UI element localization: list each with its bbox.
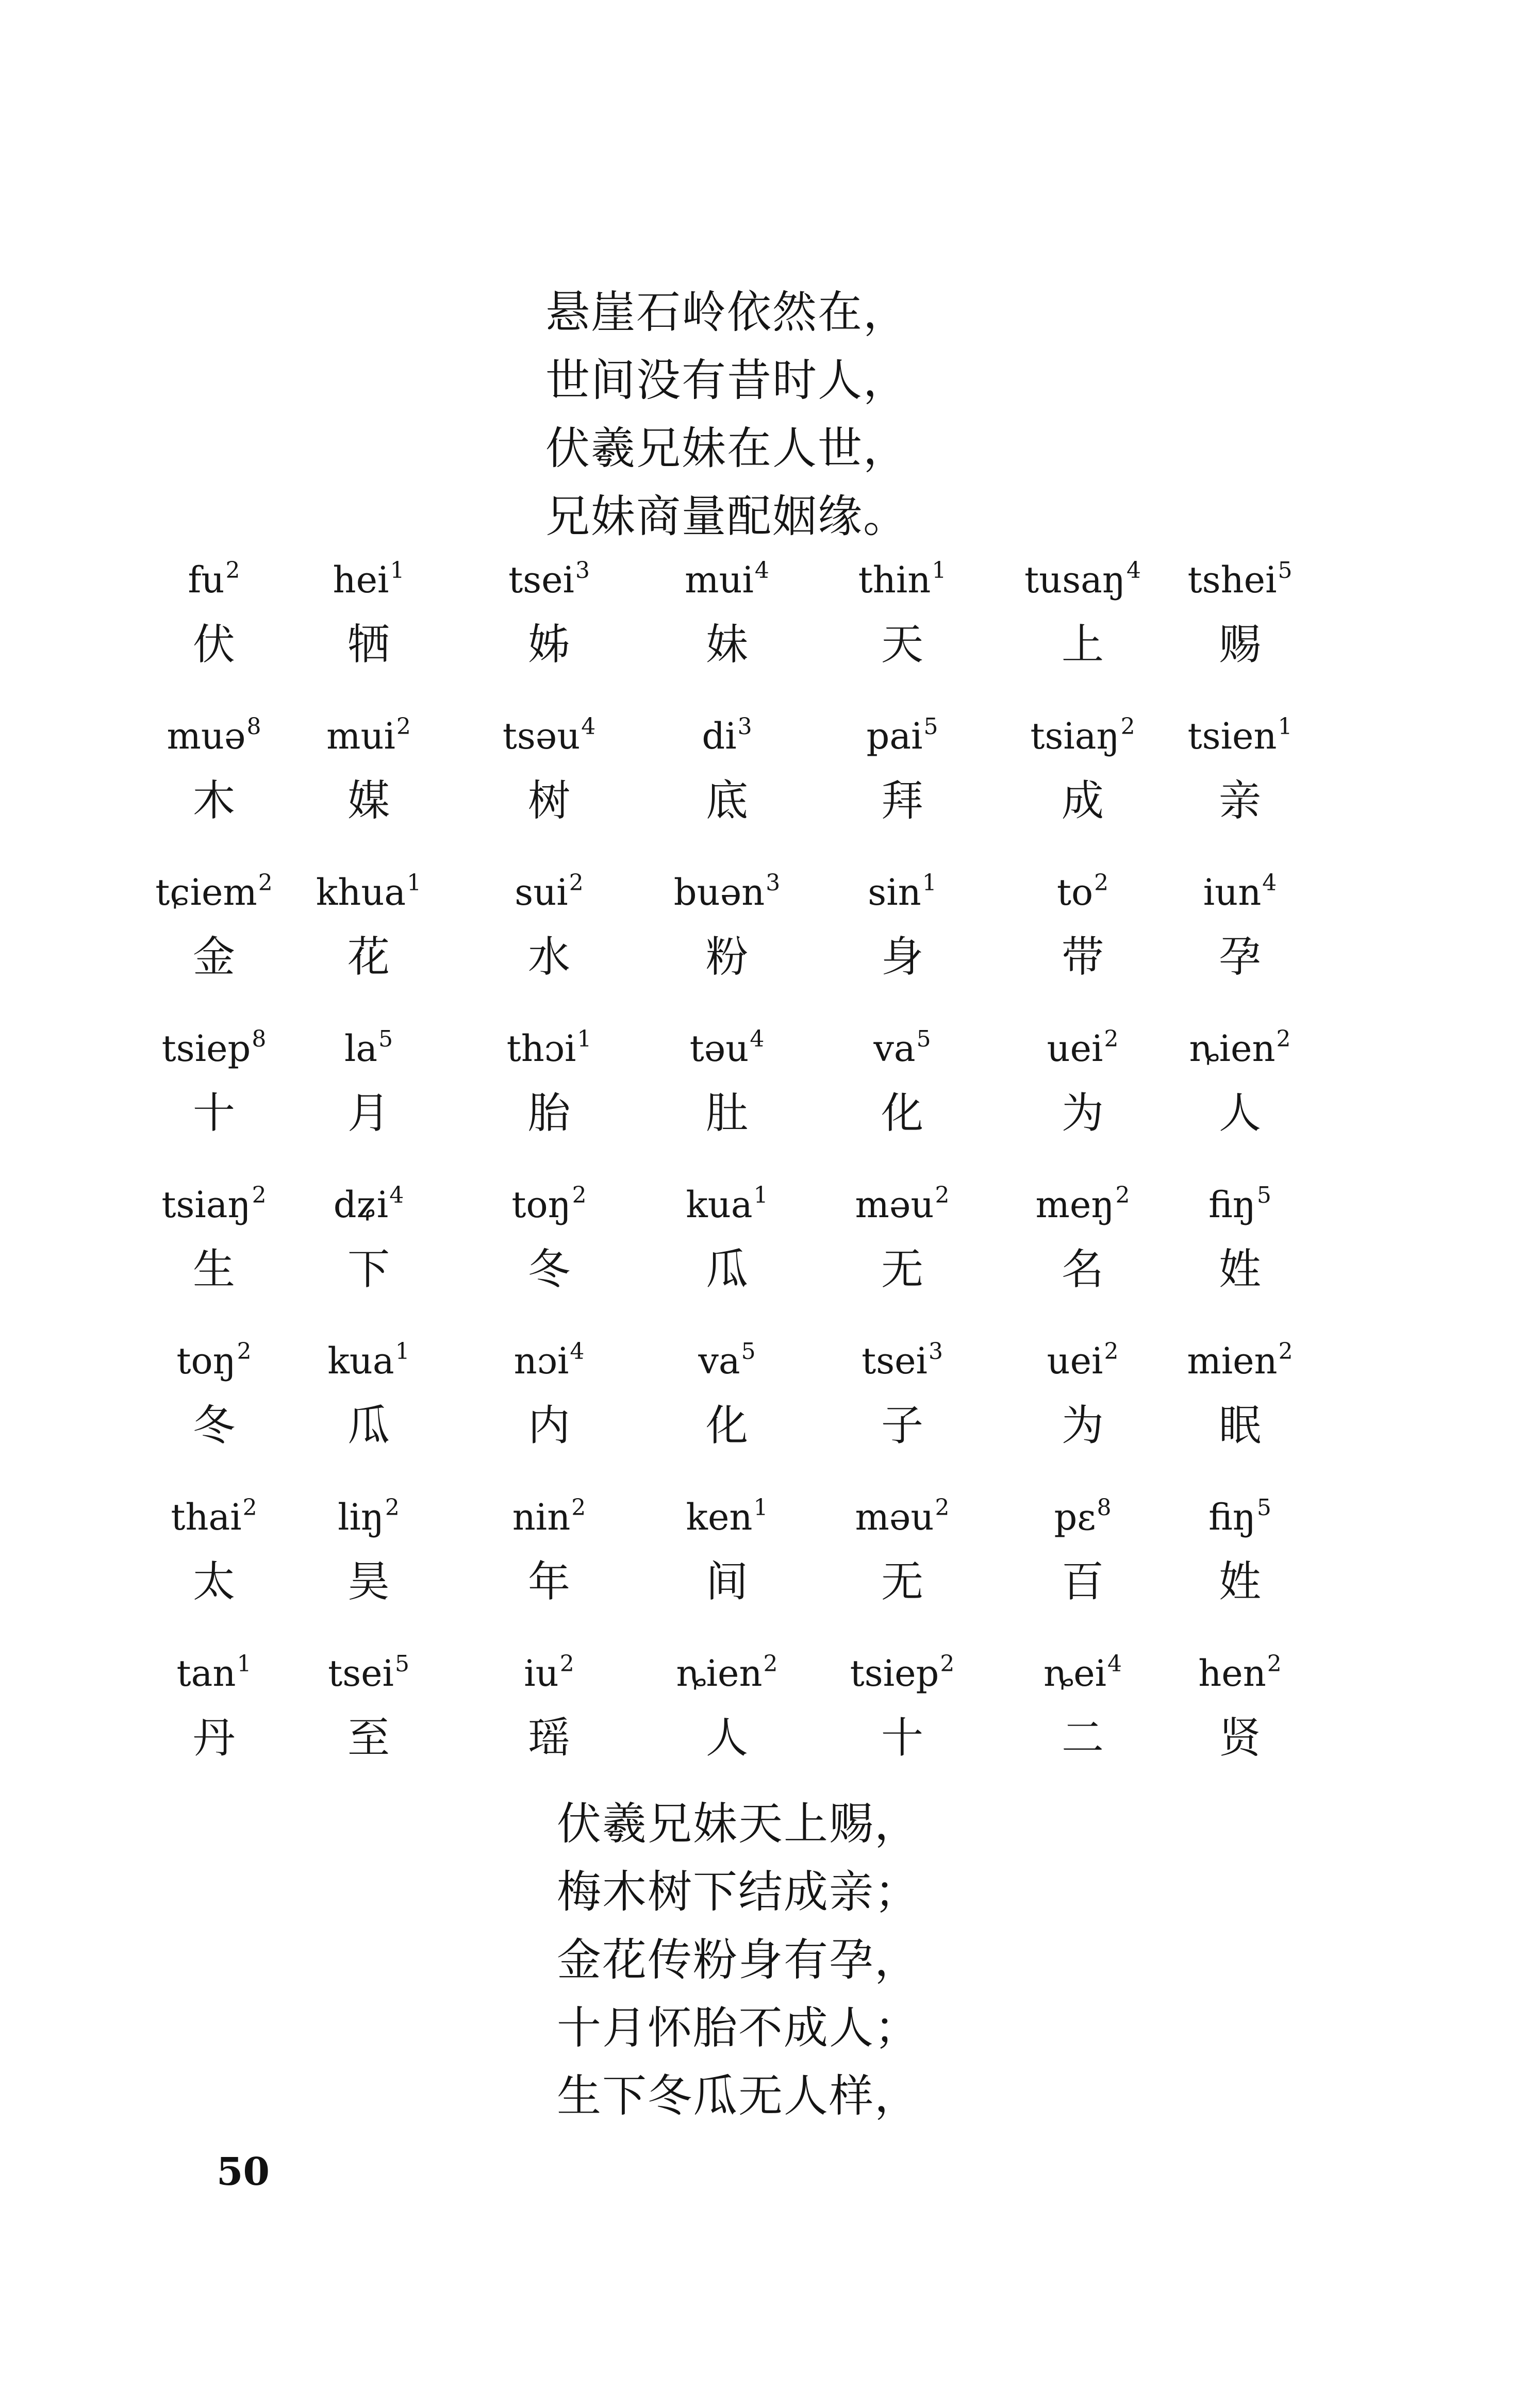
tone-number: 1 <box>237 1651 252 1677</box>
romanization: liŋ$^2$ <box>338 1495 400 1538</box>
tone-number: 4 <box>754 557 769 584</box>
poem-line: 生下冬瓜无人样， <box>557 2070 920 2122</box>
poem-line: 悬崖石岭依然在， <box>545 287 908 338</box>
romanization: pɛ$^8$ <box>1054 1495 1112 1538</box>
romanization: nɔi$^4$ <box>514 1338 585 1382</box>
romanization: thai$^2$ <box>171 1495 257 1538</box>
tone-number: 5 <box>923 713 938 740</box>
romanization: thɔi$^1$ <box>506 1026 592 1070</box>
tone-number: 8 <box>252 1026 267 1052</box>
romanization: ken$^1$ <box>686 1495 768 1538</box>
tone-number: 2 <box>1276 1026 1291 1052</box>
romanization: hei$^1$ <box>333 557 405 601</box>
hanzi: 伏 <box>192 620 235 669</box>
romanization: tusaŋ$^4$ <box>1024 557 1141 601</box>
romanization: $la^5$ <box>344 1026 393 1070</box>
tone-number: 5 <box>1256 1182 1271 1208</box>
hanzi: 至 <box>347 1714 390 1763</box>
hanzi: 化 <box>881 1089 923 1138</box>
romanization: fiŋ$^5$ <box>1208 1182 1271 1226</box>
tone-number: 4 <box>1107 1651 1122 1677</box>
romanization: iun$^4$ <box>1203 870 1277 914</box>
hanzi: 人 <box>1218 1089 1261 1138</box>
hanzi: 十 <box>192 1089 235 1138</box>
tone-number: 1 <box>1278 713 1293 740</box>
tone-number: 3 <box>737 713 752 740</box>
romanization: fiŋ$^5$ <box>1208 1495 1271 1538</box>
tone-number: 1 <box>753 1182 768 1208</box>
romanization: $va^5$ <box>698 1338 756 1382</box>
romanization: $va^5$ <box>873 1026 931 1070</box>
romanization: ȵien$^2$ <box>676 1651 778 1695</box>
tone-number: 2 <box>1115 1182 1130 1208</box>
romanization: kua$^1$ <box>327 1338 410 1382</box>
hanzi: 姊 <box>527 620 570 669</box>
romanization: nin$^2$ <box>512 1495 586 1538</box>
romanization: $\sin^1$ <box>868 870 937 914</box>
hanzi: 媒 <box>347 776 390 825</box>
poem-line: 十月怀胎不成人； <box>557 2002 920 2054</box>
tone-number: 1 <box>390 557 405 584</box>
tone-number: 3 <box>928 1338 943 1365</box>
hanzi: 间 <box>705 1557 748 1606</box>
romanization: mui$^4$ <box>685 557 769 601</box>
hanzi: 丹 <box>192 1714 235 1763</box>
hanzi: 拜 <box>881 776 923 825</box>
tone-number: 5 <box>378 1026 393 1052</box>
romanization: khua$^1$ <box>316 870 422 914</box>
hanzi: 木 <box>192 776 235 825</box>
tone-number: 2 <box>396 713 411 740</box>
tone-number: 1 <box>577 1026 592 1052</box>
romanization: $fu^2$ <box>188 557 240 601</box>
tone-number: 2 <box>258 870 273 896</box>
romanization: ȵien$^2$ <box>1189 1026 1291 1070</box>
tone-number: 2 <box>1104 1338 1119 1365</box>
tone-number: 1 <box>407 870 422 896</box>
hanzi: 瓜 <box>347 1401 390 1450</box>
hanzi: 姓 <box>1218 1245 1261 1294</box>
poem-bottom <box>557 1790 920 2130</box>
romanization: mien$^2$ <box>1187 1338 1293 1382</box>
romanization: tsei$^3$ <box>508 557 590 601</box>
tone-number: 2 <box>569 870 584 896</box>
hanzi: 成 <box>1061 776 1104 825</box>
tone-number: 2 <box>252 1182 267 1208</box>
poem-line: 梅木树下结成亲； <box>557 1866 920 1918</box>
romanization: tsiaŋ$^2$ <box>1030 713 1135 757</box>
romanization: tshei$^5$ <box>1187 557 1293 601</box>
romanization: ȵei$^4$ <box>1043 1651 1122 1695</box>
tone-number: 5 <box>1256 1495 1271 1521</box>
hanzi: 肚 <box>705 1089 748 1138</box>
poem-line: 世间没有昔时人， <box>545 355 908 406</box>
romanization: tsien$^1$ <box>1187 713 1293 757</box>
romanization: $iu^2$ <box>524 1651 574 1695</box>
hanzi: 底 <box>705 776 748 825</box>
hanzi: 昊 <box>347 1557 390 1606</box>
hanzi: 贤 <box>1218 1714 1261 1763</box>
hanzi: 生 <box>192 1245 235 1294</box>
hanzi: 内 <box>527 1401 570 1450</box>
romanization: kua$^1$ <box>686 1182 768 1226</box>
tone-number: 2 <box>225 557 240 584</box>
romanization: tɕiem$^2$ <box>155 870 273 914</box>
poem-line: 伏羲兄妹在人世， <box>545 423 908 474</box>
hanzi: 瓜 <box>705 1245 748 1294</box>
hanzi: 亲 <box>1218 776 1261 825</box>
romanization: uei$^2$ <box>1047 1026 1119 1070</box>
tone-number: 3 <box>766 870 781 896</box>
page-number: 50 <box>217 2150 270 2194</box>
romanization: tsei$^3$ <box>862 1338 943 1382</box>
tone-number: 2 <box>559 1651 574 1677</box>
hanzi: 冬 <box>527 1245 570 1294</box>
hanzi: 花 <box>347 933 390 982</box>
romanization: $\tan^1$ <box>176 1651 252 1695</box>
romanization: məu$^2$ <box>855 1495 950 1538</box>
tone-number: 2 <box>1267 1651 1282 1677</box>
hanzi: 名 <box>1061 1245 1104 1294</box>
hanzi: 子 <box>881 1401 923 1450</box>
tone-number: 2 <box>935 1182 950 1208</box>
hanzi: 牺 <box>347 620 390 669</box>
tone-number: 2 <box>1094 870 1109 896</box>
romanization: toŋ$^2$ <box>176 1338 252 1382</box>
tone-number: 4 <box>581 713 596 740</box>
tone-number: 2 <box>935 1495 950 1521</box>
poem-line: 兄妹商量配姻缘。 <box>545 491 908 542</box>
hanzi: 百 <box>1061 1557 1104 1606</box>
hanzi: 十 <box>881 1714 923 1763</box>
hanzi: 为 <box>1061 1089 1104 1138</box>
tone-number: 1 <box>395 1338 410 1365</box>
hanzi: 下 <box>347 1245 390 1294</box>
tone-number: 2 <box>1278 1338 1293 1365</box>
poem-line: 金花传粉身有孕， <box>557 1934 920 1986</box>
tone-number: 2 <box>1104 1026 1119 1052</box>
tone-number: 2 <box>242 1495 257 1521</box>
hanzi: 化 <box>705 1401 748 1450</box>
romanization: uei$^2$ <box>1047 1338 1119 1382</box>
tone-number: 4 <box>1262 870 1277 896</box>
hanzi: 眠 <box>1218 1401 1261 1450</box>
hanzi: 二 <box>1061 1714 1104 1763</box>
tone-number: 4 <box>1126 557 1141 584</box>
hanzi: 瑶 <box>527 1714 570 1763</box>
romanization: tsei$^5$ <box>328 1651 409 1695</box>
hanzi: 上 <box>1061 620 1104 669</box>
romanization: tsəu$^4$ <box>502 713 596 757</box>
tone-number: 8 <box>246 713 261 740</box>
hanzi: 人 <box>705 1714 748 1763</box>
romanization: $to^2$ <box>1056 870 1109 914</box>
tone-number: 8 <box>1097 1495 1112 1521</box>
romanization: toŋ$^2$ <box>511 1182 587 1226</box>
tone-number: 5 <box>394 1651 409 1677</box>
romanization: mui$^2$ <box>326 713 411 757</box>
romanization: məu$^2$ <box>855 1182 950 1226</box>
romanization: pai$^5$ <box>866 713 938 757</box>
hanzi: 树 <box>527 776 570 825</box>
romanization: hen$^2$ <box>1198 1651 1282 1695</box>
tone-number: 5 <box>916 1026 931 1052</box>
romanization: buən$^3$ <box>673 870 781 914</box>
hanzi: 赐 <box>1218 620 1261 669</box>
hanzi: 孕 <box>1218 933 1261 982</box>
tone-number: 4 <box>750 1026 765 1052</box>
tone-number: 3 <box>575 557 590 584</box>
tone-number: 2 <box>385 1495 400 1521</box>
tone-number: 2 <box>763 1651 778 1677</box>
hanzi: 月 <box>347 1089 390 1138</box>
tone-number: 5 <box>1278 557 1293 584</box>
hanzi: 天 <box>881 620 923 669</box>
tone-number: 2 <box>237 1338 252 1365</box>
tone-number: 2 <box>571 1495 586 1521</box>
romanization: tsiep$^2$ <box>850 1651 955 1695</box>
tone-number: 2 <box>940 1651 955 1677</box>
hanzi: 胎 <box>527 1089 570 1138</box>
hanzi: 无 <box>881 1245 923 1294</box>
romanization: meŋ$^2$ <box>1035 1182 1130 1226</box>
romanization: thin$^1$ <box>858 557 947 601</box>
hanzi: 金 <box>192 933 235 982</box>
hanzi: 姓 <box>1218 1557 1261 1606</box>
tone-number: 4 <box>389 1182 404 1208</box>
romanization: təu$^4$ <box>689 1026 765 1070</box>
tone-number: 5 <box>741 1338 756 1365</box>
hanzi: 为 <box>1061 1401 1104 1450</box>
hanzi: 太 <box>192 1557 235 1606</box>
tone-number: 1 <box>922 870 937 896</box>
hanzi: 冬 <box>192 1401 235 1450</box>
tone-number: 1 <box>753 1495 768 1521</box>
hanzi: 身 <box>881 933 923 982</box>
hanzi: 妹 <box>705 620 748 669</box>
romanization: dʑi$^4$ <box>333 1182 404 1226</box>
hanzi: 年 <box>527 1557 570 1606</box>
tone-number: 2 <box>572 1182 587 1208</box>
hanzi: 粉 <box>705 933 748 982</box>
romanization: tsiep$^8$ <box>161 1026 267 1070</box>
tone-number: 4 <box>570 1338 585 1365</box>
romanization: muə$^8$ <box>167 713 261 757</box>
hanzi: 水 <box>527 933 570 982</box>
romanization: tsiaŋ$^2$ <box>161 1182 267 1226</box>
romanization: $di^3$ <box>702 713 752 757</box>
tone-number: 1 <box>932 557 947 584</box>
tone-number: 2 <box>1120 713 1135 740</box>
romanization: sui$^2$ <box>515 870 584 914</box>
poem-line: 伏羲兄妹天上赐， <box>557 1798 920 1850</box>
hanzi: 无 <box>881 1557 923 1606</box>
hanzi: 带 <box>1061 933 1104 982</box>
